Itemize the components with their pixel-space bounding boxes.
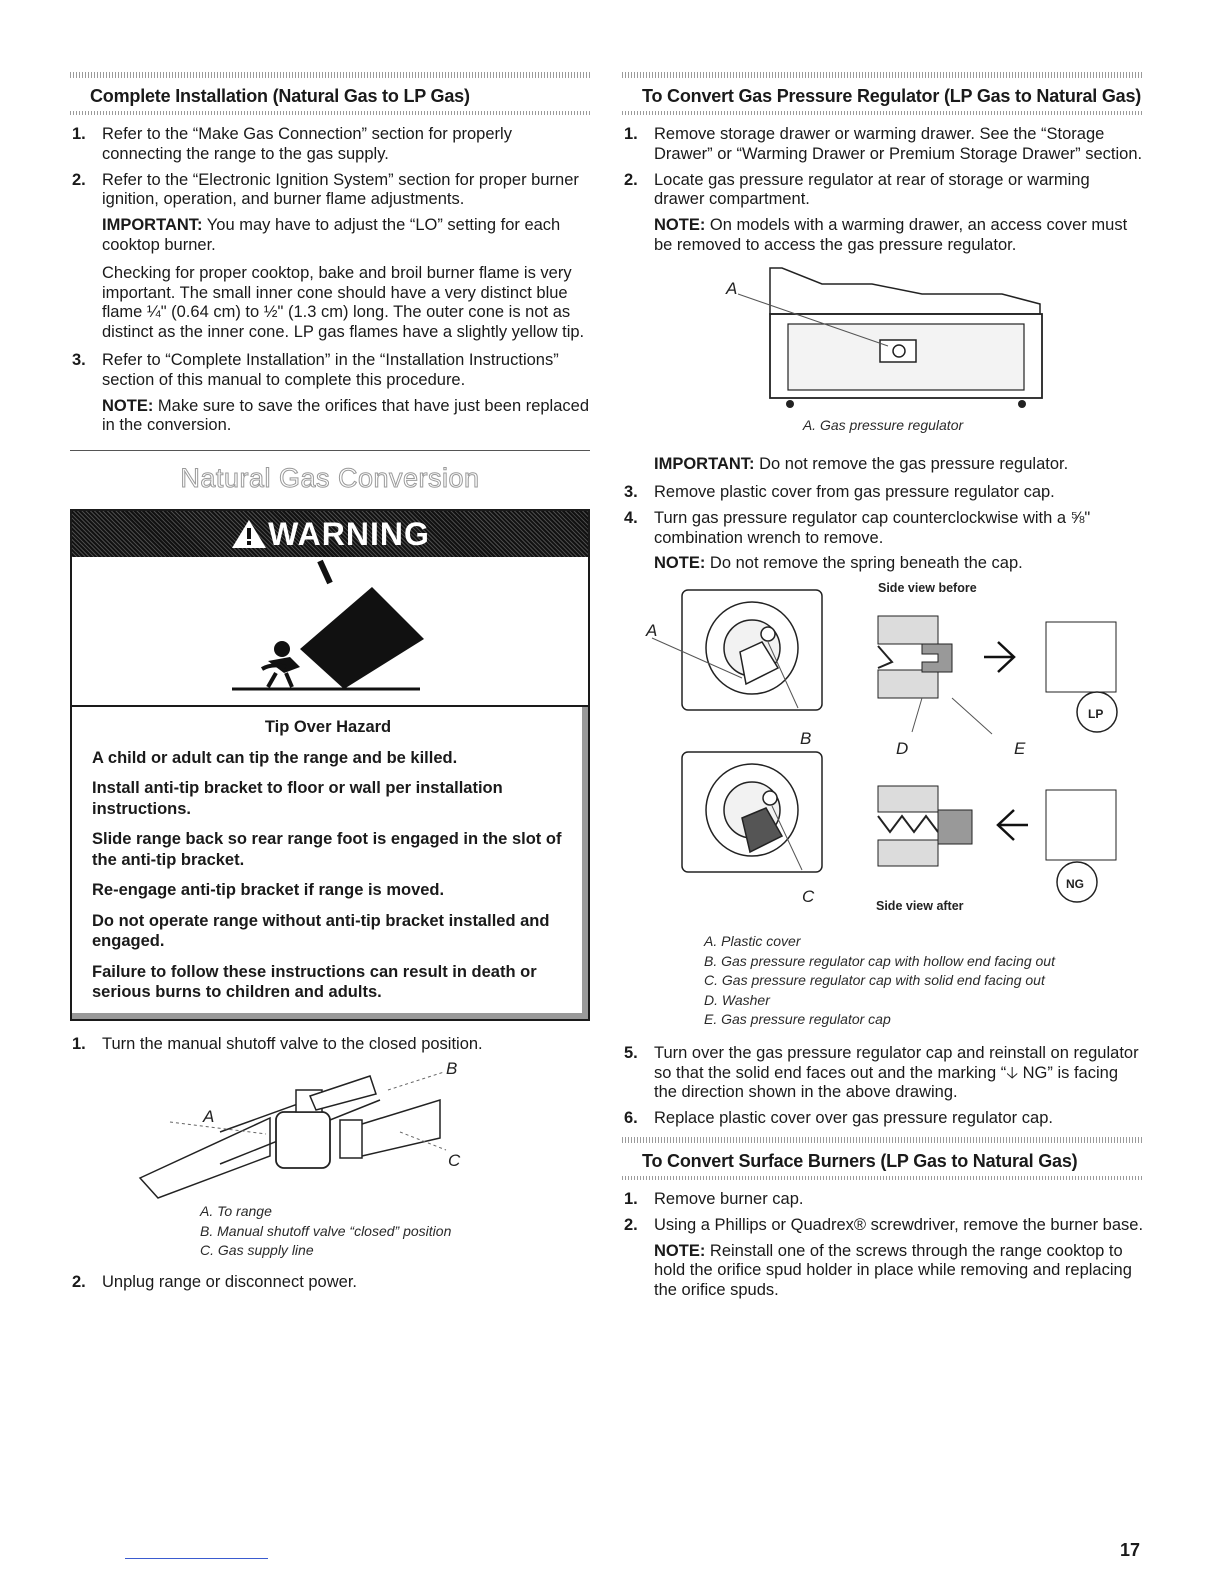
list-item: 3. Remove plastic cover from gas pressure regulator cap. xyxy=(624,483,1055,502)
figure-label-d: D xyxy=(896,739,909,759)
lp-marking: LP xyxy=(1088,707,1104,722)
caption: A. Plastic cover xyxy=(704,933,801,950)
ng-marking: NG xyxy=(1066,877,1084,892)
section-heading-surface-burners: To Convert Surface Burners (LP Gas to Natural Gas) xyxy=(642,1150,1078,1171)
warning-text xyxy=(72,707,588,1019)
list-item: 1. Refer to the “Make Gas Connection” section for properly connecting the range to the gas supply. xyxy=(72,125,512,163)
caption: B. Manual shutoff valve “closed” position xyxy=(200,1222,452,1239)
list-item: 1. Remove burner cap. xyxy=(624,1189,804,1208)
list-item: 1. Remove storage drawer or warming drawer. See the “Storage Drawer” or “Warming Drawer or Premium Storage Drawer” section. xyxy=(624,125,1143,163)
caption: E. Gas pressure regulator cap xyxy=(704,1011,891,1028)
caption: A. To range xyxy=(200,1203,272,1220)
side-view-before-label: Side view before xyxy=(878,582,977,596)
shutoff-valve-figure xyxy=(70,1060,590,1200)
section-heading-regulator: To Convert Gas Pressure Regulator (LP Gas to Natural Gas) xyxy=(642,86,1142,106)
installation-steps xyxy=(70,351,590,391)
hazard-title: Tip Over Hazard xyxy=(264,718,392,737)
warning-line: Do not operate range without anti-tip bracket installed and engaged. xyxy=(92,911,550,951)
side-view-after-label: Side view after xyxy=(876,899,964,914)
figure-label-a: A xyxy=(726,278,738,298)
conversion-steps xyxy=(70,1035,590,1055)
shutoff-valve-icon xyxy=(70,1060,590,1200)
figure-label-b: B xyxy=(800,729,812,749)
regulator-captions xyxy=(622,932,1144,1030)
list-item: 4. Turn gas pressure regulator cap counterclockwise with a ⅝" combination wrench to remove. xyxy=(624,508,1091,547)
regulator-steps xyxy=(622,483,1144,548)
section-rule xyxy=(70,111,590,115)
flame-check-paragraph: Checking for proper cooktop, bake and broil burner flame is very important. The small inner cone should have a very distinct blue flame ¼" (0.64 cm) to ½" (1.3 cm) long. The outer cone is not as distinct as the inner cone. LP gas flames have a slightly yellow tip. xyxy=(102,263,585,342)
spring-note: NOTE: Do not remove the spring beneath the cap. xyxy=(654,554,1023,573)
list-item: 2. Refer to the “Electronic Ignition System” section for proper burner ignition, operation, and burner flame adjustments. xyxy=(72,170,579,209)
screw-note: NOTE: Reinstall one of the screws through the range cooktop to hold the orifice spud holder in place while removing and replacing the orifice spuds. xyxy=(654,1241,1132,1300)
list-item: 6. Replace plastic cover over gas pressure regulator cap. xyxy=(624,1109,1053,1128)
figure-label-b: B xyxy=(446,1060,458,1079)
important-note: IMPORTANT: Do not remove the gas pressure regulator. xyxy=(654,455,1069,474)
figure-label-a: A xyxy=(646,621,658,641)
list-item: 3. Refer to “Complete Installation” in the “Installation Instructions” section of this manual to complete this procedure. xyxy=(72,350,559,389)
warning-header: WARNING xyxy=(72,511,588,557)
warning-triangle-icon xyxy=(230,518,268,550)
warning-box xyxy=(70,509,590,1021)
warning-line: Failure to follow these instructions can result in death or serious burns to children and adults. xyxy=(92,962,537,1002)
important-note: IMPORTANT: You may have to adjust the “LO” setting for each cooktop burner. xyxy=(102,216,561,254)
tip-over-illustration xyxy=(72,557,588,707)
footer-line xyxy=(125,1558,268,1559)
right-column xyxy=(622,72,1144,1309)
installation-steps xyxy=(70,125,590,210)
page-number: 17 xyxy=(1120,1540,1141,1560)
regulator-cap-figure xyxy=(622,582,1144,932)
tipping-range-icon xyxy=(72,557,588,707)
caption: C. Gas pressure regulator cap with solid end facing out xyxy=(704,972,1045,989)
natural-gas-conversion-banner: Natural Gas Conversion xyxy=(180,463,480,494)
warning-line: A child or adult can tip the range and be killed. xyxy=(92,748,458,767)
left-column xyxy=(70,72,590,1299)
figure-label-c: C xyxy=(802,887,815,907)
list-item: 5. Turn over the gas pressure regulator cap and reinstall on regulator so that the solid end faces out and the marking “🡣 NG” is facing the direction shown in the above drawing. xyxy=(624,1043,1139,1102)
list-item: 2. Using a Phillips or Quadrex® screwdriver, remove the burner base. xyxy=(624,1215,1144,1234)
list-item: 1. Turn the manual shutoff valve to the closed position. xyxy=(72,1034,483,1053)
list-item: 2. Locate gas pressure regulator at rear of storage or warming drawer compartment. xyxy=(624,170,1090,209)
section-rule xyxy=(622,1176,1144,1180)
warming-drawer-note: NOTE: On models with a warming drawer, an access cover must be removed to access the gas pressure regulator. xyxy=(654,216,1128,254)
regulator-cap-diagram xyxy=(622,582,1144,932)
burner-steps xyxy=(622,1190,1144,1236)
warning-line: Re-engage anti-tip bracket if range is moved. xyxy=(92,881,445,900)
caption: B. Gas pressure regulator cap with hollow end facing out xyxy=(704,952,1055,969)
section-rule xyxy=(622,111,1144,115)
list-item: 2. Unplug range or disconnect power. xyxy=(72,1272,357,1291)
regulator-steps xyxy=(622,1044,1144,1129)
drawer-compartment-figure xyxy=(622,264,1144,414)
figure-label-a: A xyxy=(203,1107,215,1127)
valve-captions xyxy=(70,1202,590,1261)
caption: A. Gas pressure regulator xyxy=(802,416,964,433)
caption: D. Washer xyxy=(704,991,770,1008)
figure-label-c: C xyxy=(448,1151,461,1171)
warning-line: Install anti-tip bracket to floor or wall per installation instructions. xyxy=(92,779,503,818)
section-heading-complete-installation: Complete Installation (Natural Gas to LP Gas) xyxy=(90,86,470,106)
orifice-note: NOTE: Make sure to save the orifices that have just been replaced in the conversion. xyxy=(102,396,590,435)
figure-label-e: E xyxy=(1014,739,1026,759)
conversion-steps xyxy=(70,1273,590,1293)
drawer-compartment-icon xyxy=(622,264,1144,414)
regulator-steps xyxy=(622,125,1144,210)
warning-line: Slide range back so rear range foot is engaged in the slot of the anti-tip bracket. xyxy=(92,830,562,869)
caption: C. Gas supply line xyxy=(200,1242,314,1259)
